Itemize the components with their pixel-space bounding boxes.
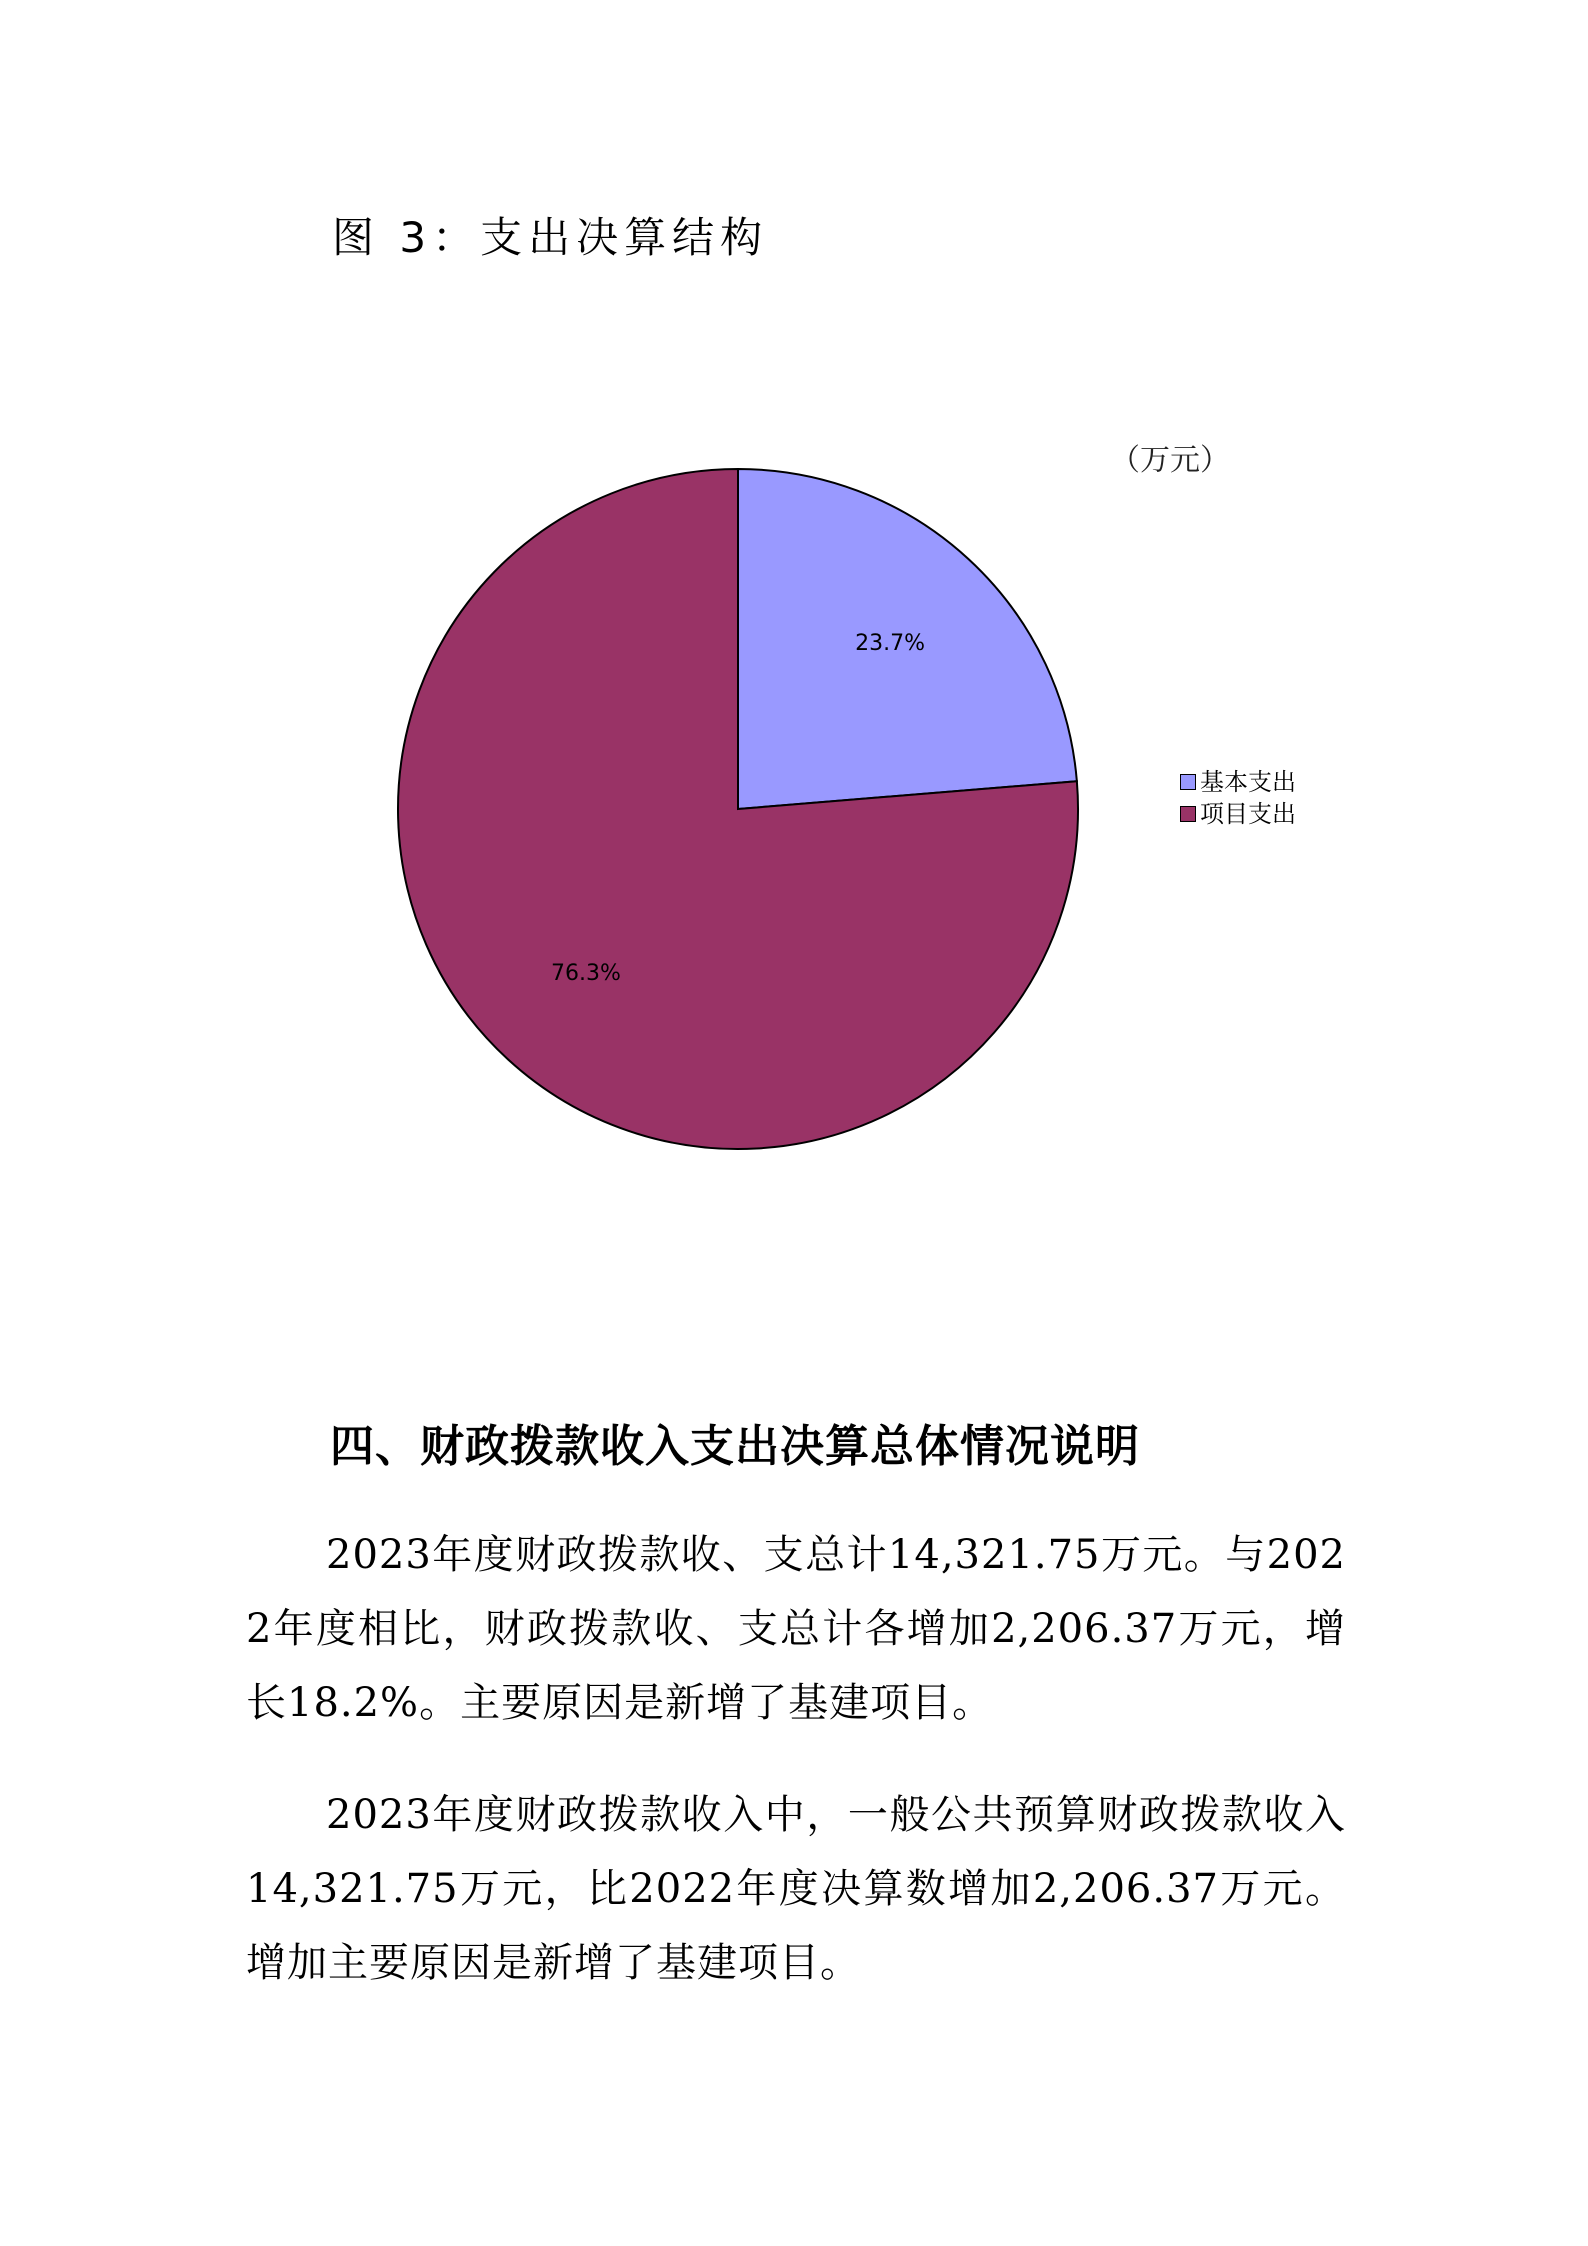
paragraph-2: 2023年度财政拨款收入中，一般公共预算财政拨款收入14,321.75万元，比2022年度决算数增加2,206.37万元。增加主要原因是新增了基建项目。 — [246, 1792, 1346, 1986]
legend-swatch-basic — [1180, 774, 1196, 790]
data-label-basic: 23.7% — [855, 630, 926, 656]
figure-caption: 图 3：支出决算结构 — [332, 213, 769, 262]
legend-swatch-project — [1180, 806, 1196, 822]
chart-legend — [1180, 766, 1296, 830]
data-label-project: 76.3% — [550, 961, 621, 987]
section-heading: 四、财政拨款收入支出决算总体情况说明 — [330, 1421, 1140, 1472]
legend-item-basic — [1180, 766, 1296, 798]
legend-label-basic: 基本支出 — [1200, 768, 1296, 796]
paragraph-1: 2023年度财政拨款收、支总计14,321.75万元。与2022年度相比，财政拨款收、支总计各增加2,206.37万元，增长18.2%。主要原因是新增了基建项目。 — [246, 1532, 1346, 1726]
chart-unit-label: （万元） — [1110, 443, 1230, 478]
legend-label-project: 项目支出 — [1200, 800, 1296, 828]
legend-item-project — [1180, 798, 1296, 830]
